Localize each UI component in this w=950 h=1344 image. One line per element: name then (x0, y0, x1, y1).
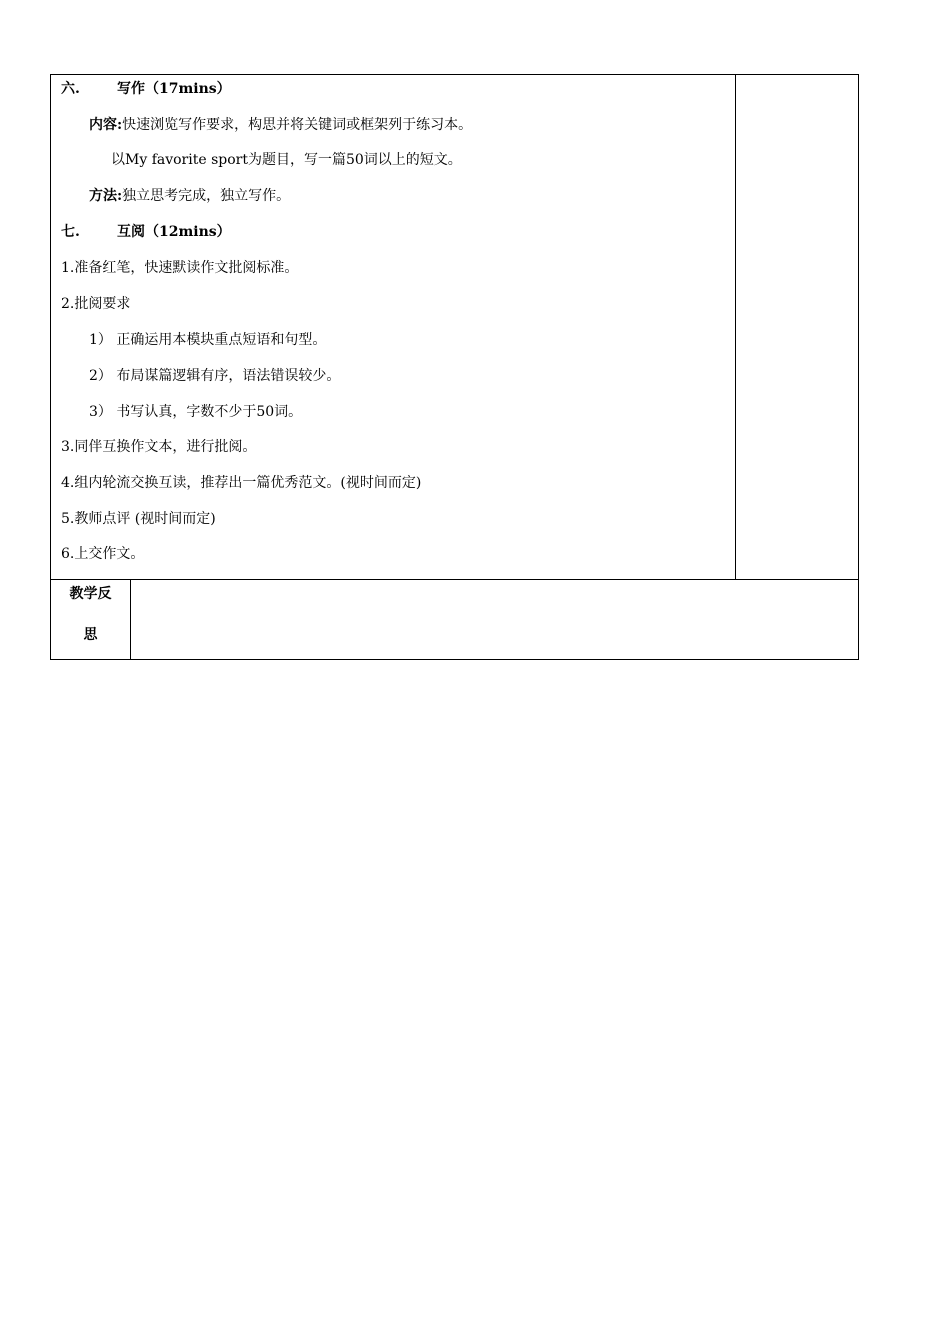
content-text: 快速浏览写作要求，构思并将关键词或框架列于练习本。 (122, 117, 473, 133)
list-item: 4.组内轮流交换互读，推荐出一篇优秀范文。(视时间而定) (61, 475, 422, 491)
method-text: 独立思考完成，独立写作。 (122, 188, 291, 204)
reflection-label-line2: 思 (83, 627, 98, 643)
section7-heading (61, 222, 231, 242)
section6-number: 六. (61, 81, 80, 97)
list-item: 2.批阅要求 (61, 296, 131, 312)
section6-title: 写作（17mins） (117, 81, 231, 97)
list-item: 5.教师点评 (视时间而定) (61, 511, 216, 527)
reflection-label-cell (51, 580, 131, 660)
list-item: 6.上交作文。 (61, 546, 145, 562)
section6-topic: 以My favorite sport为题目，写一篇50词以上的短文。 (111, 152, 462, 168)
section6-heading (61, 79, 231, 99)
activities-row (51, 75, 859, 580)
reflection-row (51, 580, 859, 660)
notes-cell (735, 75, 858, 580)
reflection-content-cell (131, 580, 859, 660)
criteria-item: 1） 正确运用本模块重点短语和句型。 (89, 332, 327, 348)
criteria-item: 3） 书写认真，字数不少于50词。 (89, 404, 303, 420)
section7-number: 七. (61, 224, 80, 240)
list-item: 3.同伴互换作文本，进行批阅。 (61, 439, 257, 455)
section6-method (89, 186, 290, 206)
criteria-item: 2） 布局谋篇逻辑有序，语法错误较少。 (89, 368, 341, 384)
reflection-label-line1: 教学反 (69, 586, 112, 602)
method-label: 方法: (89, 188, 123, 204)
content-label: 内容: (89, 117, 123, 133)
section7-title: 互阅（12mins） (117, 224, 231, 240)
lesson-plan-table (50, 74, 859, 660)
section6-content (89, 115, 472, 135)
list-item: 1.准备红笔，快速默读作文批阅标准。 (61, 260, 299, 276)
activities-cell (51, 75, 736, 580)
